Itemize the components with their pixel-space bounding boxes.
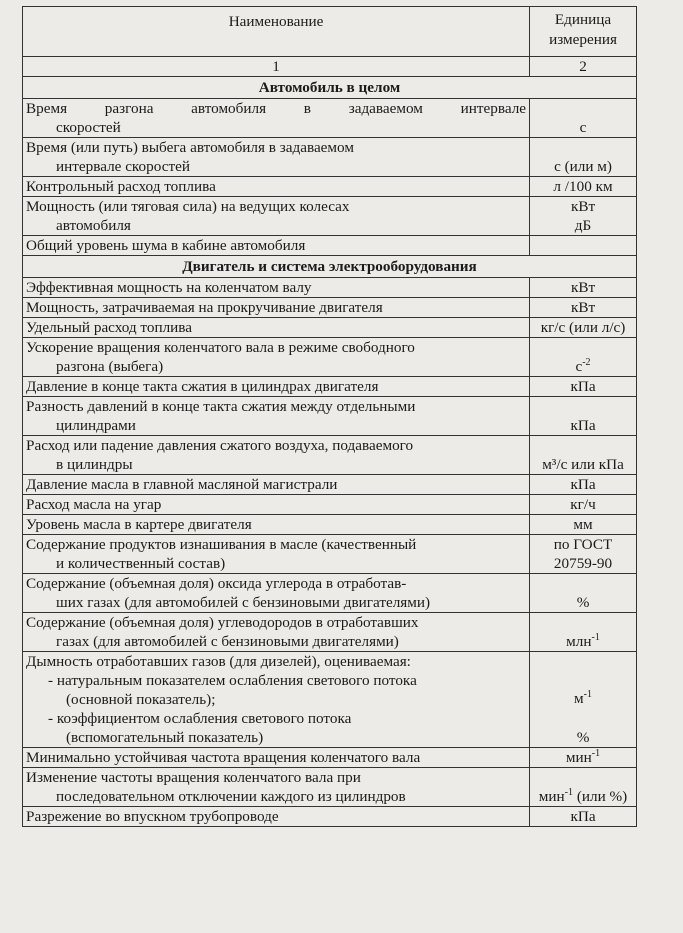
unit-tail: (или %) xyxy=(573,788,628,805)
row-name xyxy=(23,138,530,177)
row-line: Время разгона автомобиля в задаваемом интервале xyxy=(26,100,527,117)
row-unit: кВт xyxy=(530,298,637,318)
col-number-1: 1 xyxy=(23,57,530,77)
row-unit: мм xyxy=(530,515,637,535)
row-unit: кг/с (или л/с) xyxy=(530,318,637,338)
row-unit: кПа xyxy=(530,377,637,397)
row-line: Разность давлений в конце такта сжатия между отдельными xyxy=(26,398,416,415)
row-name xyxy=(23,574,530,613)
row-line: (вспомогательный показатель) xyxy=(66,729,264,746)
row-unit xyxy=(530,613,637,652)
unit-sup: -1 xyxy=(591,631,600,643)
row-line: скоростей xyxy=(56,119,121,136)
row-unit xyxy=(530,748,637,768)
table-row xyxy=(23,278,637,298)
unit-sup: -1 xyxy=(564,786,574,798)
row-line: Время (или путь) выбега автомобиля в задаваемом xyxy=(26,139,354,156)
row-line: и количественный состав) xyxy=(56,555,226,572)
row-line: Мощность (или тяговая сила) на ведущих колесах xyxy=(26,198,350,215)
row-line: (основной показатель); xyxy=(66,691,216,708)
table-row xyxy=(23,748,637,768)
table-row xyxy=(23,397,637,436)
row-line: - натуральным показателем ослабления светового потока xyxy=(48,672,417,689)
unit-base: мин xyxy=(565,749,592,766)
row-line: Содержание продуктов изнашивания в масле (качественный xyxy=(26,536,417,553)
row-name xyxy=(23,338,530,377)
row-name: Расход масла на угар xyxy=(23,495,530,515)
row-line: Содержание (объемная доля) оксида углерода в отработав- xyxy=(26,575,407,592)
row-name xyxy=(23,436,530,475)
row-unit xyxy=(530,652,637,748)
number-row xyxy=(23,57,637,77)
table-row xyxy=(23,574,637,613)
row-name: Общий уровень шума в кабине автомобиля xyxy=(23,236,530,256)
row-name xyxy=(23,768,530,807)
row-line: разгона (выбега) xyxy=(56,358,164,375)
row-name: Мощность, затрачиваемая на прокручивание двигателя xyxy=(23,298,530,318)
table-row xyxy=(23,338,637,377)
table-row xyxy=(23,495,637,515)
row-unit: с (или м) xyxy=(530,138,637,177)
units-table xyxy=(22,6,637,827)
row-unit: м³/с или кПа xyxy=(530,436,637,475)
row-name xyxy=(23,197,530,236)
unit-base: с xyxy=(575,358,583,375)
table-row xyxy=(23,298,637,318)
header-row xyxy=(23,7,637,57)
row-unit: л /100 км xyxy=(530,177,637,197)
unit-line: % xyxy=(576,729,590,746)
row-line: в цилиндры xyxy=(56,456,133,473)
unit-line xyxy=(533,689,633,728)
row-name: Контрольный расход топлива xyxy=(23,177,530,197)
row-unit: кг/ч xyxy=(530,495,637,515)
unit-line: 20759-90 xyxy=(553,555,613,572)
table-row xyxy=(23,652,637,748)
row-name: Разрежение во впускном трубопроводе xyxy=(23,807,530,827)
row-line: Изменение частоты вращения коленчатого вала при xyxy=(26,769,361,786)
row-line: интервале скоростей xyxy=(56,158,190,175)
row-unit: кПа xyxy=(530,475,637,495)
unit-line: кВт xyxy=(570,198,596,215)
section-title: Двигатель и система электрооборудования xyxy=(23,256,637,278)
table-row xyxy=(23,236,637,256)
table-row xyxy=(23,613,637,652)
table-row xyxy=(23,768,637,807)
row-unit: % xyxy=(530,574,637,613)
row-unit xyxy=(530,236,637,256)
row-name xyxy=(23,397,530,436)
table-row xyxy=(23,535,637,574)
row-line: последовательном отключении каждого из цилиндров xyxy=(56,788,406,805)
row-line: Содержание (объемная доля) углеводородов в отработавших xyxy=(26,614,419,631)
table-row xyxy=(23,99,637,138)
section-row xyxy=(23,77,637,99)
row-name xyxy=(23,613,530,652)
table-row xyxy=(23,318,637,338)
table-row xyxy=(23,515,637,535)
unit-line: дБ xyxy=(574,217,592,234)
row-line: газах (для автомобилей с бензиновыми двигателями) xyxy=(56,633,399,650)
row-line: цилиндрами xyxy=(56,417,136,434)
header-name: Наименование xyxy=(23,7,530,57)
row-name: Уровень масла в картере двигателя xyxy=(23,515,530,535)
row-name xyxy=(23,652,530,748)
table-row xyxy=(23,436,637,475)
row-line: ших газах (для автомобилей с бензиновыми двигателями) xyxy=(56,594,431,611)
table-row xyxy=(23,475,637,495)
row-line: автомобиля xyxy=(56,217,131,234)
table-row xyxy=(23,197,637,236)
row-line: Дымность отработавших газов (для дизелей), оцениваемая: xyxy=(26,653,411,670)
table-row xyxy=(23,807,637,827)
header-unit: Единица измерения xyxy=(530,7,637,57)
row-unit: кПа xyxy=(530,397,637,436)
row-name: Удельный расход топлива xyxy=(23,318,530,338)
row-unit xyxy=(530,197,637,236)
section-row xyxy=(23,256,637,278)
unit-base: млн xyxy=(566,633,592,650)
row-unit: кПа xyxy=(530,807,637,827)
row-name xyxy=(23,99,530,138)
row-line: Расход или падение давления сжатого воздуха, подаваемого xyxy=(26,437,414,454)
section-title: Автомобиль в целом xyxy=(23,77,637,99)
unit-sup: -1 xyxy=(583,688,592,700)
row-unit: кВт xyxy=(530,278,637,298)
row-unit: с xyxy=(530,99,637,138)
row-name: Минимально устойчивая частота вращения коленчатого вала xyxy=(23,748,530,768)
table-row xyxy=(23,377,637,397)
table-row xyxy=(23,177,637,197)
row-name: Эффективная мощность на коленчатом валу xyxy=(23,278,530,298)
unit-sup: -2 xyxy=(582,356,591,368)
unit-base: мин xyxy=(538,788,565,805)
unit-sup: -1 xyxy=(591,747,601,759)
unit-base: м xyxy=(574,690,584,707)
row-line: - коэффициентом ослабления светового потока xyxy=(48,710,352,727)
row-name: Давление масла в главной масляной магистрали xyxy=(23,475,530,495)
col-number-2: 2 xyxy=(530,57,637,77)
unit-line: по ГОСТ xyxy=(553,536,613,553)
row-unit xyxy=(530,535,637,574)
row-unit xyxy=(530,768,637,807)
row-name: Давление в конце такта сжатия в цилиндрах двигателя xyxy=(23,377,530,397)
row-name xyxy=(23,535,530,574)
row-unit xyxy=(530,338,637,377)
row-line: Ускорение вращения коленчатого вала в режиме свободного xyxy=(26,339,415,356)
table-row xyxy=(23,138,637,177)
